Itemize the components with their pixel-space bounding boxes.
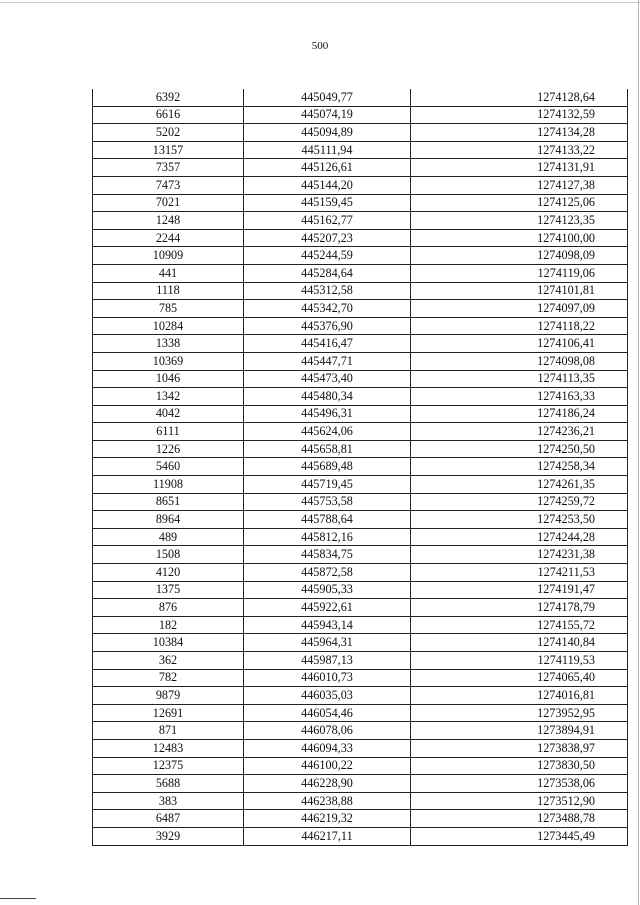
table-row (93, 229, 628, 247)
table-row (93, 827, 628, 845)
table-row (93, 458, 628, 476)
point-id-cell: 6392 (93, 89, 244, 106)
y-coordinate-cell: 1274253,50 (411, 511, 628, 529)
point-id-cell: 8651 (93, 493, 244, 511)
point-id-cell: 8964 (93, 511, 244, 529)
y-coordinate-cell: 1274133,22 (411, 141, 628, 159)
y-coordinate-cell: 1274016,81 (411, 687, 628, 705)
coordinates-table-body (93, 89, 628, 845)
table-row (93, 528, 628, 546)
x-coordinate-cell: 446054,46 (244, 704, 411, 722)
point-id-cell: 12691 (93, 704, 244, 722)
table-row (93, 352, 628, 370)
y-coordinate-cell: 1274065,40 (411, 669, 628, 687)
y-coordinate-cell: 1274211,53 (411, 564, 628, 582)
point-id-cell: 441 (93, 264, 244, 282)
table-row (93, 616, 628, 634)
point-id-cell: 5688 (93, 775, 244, 793)
point-id-cell: 362 (93, 652, 244, 670)
page-number: 500 (311, 40, 329, 52)
y-coordinate-cell: 1274236,21 (411, 423, 628, 441)
y-coordinate-cell: 1274125,06 (411, 194, 628, 212)
y-coordinate-cell: 1274258,34 (411, 458, 628, 476)
point-id-cell: 5202 (93, 124, 244, 142)
y-coordinate-cell: 1274155,72 (411, 616, 628, 634)
table-row (93, 194, 628, 212)
point-id-cell: 10909 (93, 247, 244, 265)
y-coordinate-cell: 1274113,35 (411, 370, 628, 388)
table-row (93, 264, 628, 282)
point-id-cell: 10284 (93, 317, 244, 335)
x-coordinate-cell: 445480,34 (244, 388, 411, 406)
x-coordinate-cell: 445922,61 (244, 599, 411, 617)
point-id-cell: 2244 (93, 229, 244, 247)
x-coordinate-cell: 446217,11 (244, 827, 411, 845)
table-row (93, 546, 628, 564)
point-id-cell: 3929 (93, 827, 244, 845)
page-bottom-mark (0, 898, 36, 899)
table-row (93, 300, 628, 318)
table-row (93, 247, 628, 265)
y-coordinate-cell: 1273538,06 (411, 775, 628, 793)
y-coordinate-cell: 1273445,49 (411, 827, 628, 845)
point-id-cell: 9879 (93, 687, 244, 705)
x-coordinate-cell: 446100,22 (244, 757, 411, 775)
x-coordinate-cell: 445207,23 (244, 229, 411, 247)
table-row (93, 89, 628, 106)
point-id-cell: 12483 (93, 739, 244, 757)
point-id-cell: 1226 (93, 440, 244, 458)
x-coordinate-cell: 445788,64 (244, 511, 411, 529)
x-coordinate-cell: 445094,89 (244, 124, 411, 142)
x-coordinate-cell: 445244,59 (244, 247, 411, 265)
y-coordinate-cell: 1274118,22 (411, 317, 628, 335)
y-coordinate-cell: 1274101,81 (411, 282, 628, 300)
point-id-cell: 11908 (93, 476, 244, 494)
table-row (93, 599, 628, 617)
x-coordinate-cell: 445376,90 (244, 317, 411, 335)
x-coordinate-cell: 445658,81 (244, 440, 411, 458)
y-coordinate-cell: 1274097,09 (411, 300, 628, 318)
point-id-cell: 1338 (93, 335, 244, 353)
x-coordinate-cell: 445689,48 (244, 458, 411, 476)
table-row (93, 634, 628, 652)
table-row (93, 176, 628, 194)
y-coordinate-cell: 1273488,78 (411, 810, 628, 828)
y-coordinate-cell: 1274119,53 (411, 652, 628, 670)
table-row (93, 652, 628, 670)
x-coordinate-cell: 445834,75 (244, 546, 411, 564)
y-coordinate-cell: 1274134,28 (411, 124, 628, 142)
point-id-cell: 1342 (93, 388, 244, 406)
table-row (93, 722, 628, 740)
page-right-edge (638, 0, 639, 905)
point-id-cell: 182 (93, 616, 244, 634)
x-coordinate-cell: 446078,06 (244, 722, 411, 740)
x-coordinate-cell: 445473,40 (244, 370, 411, 388)
y-coordinate-cell: 1274191,47 (411, 581, 628, 599)
point-id-cell: 10384 (93, 634, 244, 652)
x-coordinate-cell: 445719,45 (244, 476, 411, 494)
y-coordinate-cell: 1274127,38 (411, 176, 628, 194)
table-row (93, 511, 628, 529)
table-row (93, 704, 628, 722)
x-coordinate-cell: 445111,94 (244, 141, 411, 159)
table-row (93, 423, 628, 441)
page-top-edge (0, 2, 640, 3)
point-id-cell: 6111 (93, 423, 244, 441)
table-row (93, 564, 628, 582)
table-row (93, 810, 628, 828)
table-row (93, 388, 628, 406)
y-coordinate-cell: 1273512,90 (411, 792, 628, 810)
point-id-cell: 1118 (93, 282, 244, 300)
table-row (93, 792, 628, 810)
x-coordinate-cell: 445812,16 (244, 528, 411, 546)
x-coordinate-cell: 446035,03 (244, 687, 411, 705)
x-coordinate-cell: 445943,14 (244, 616, 411, 634)
table-row (93, 370, 628, 388)
x-coordinate-cell: 445447,71 (244, 352, 411, 370)
point-id-cell: 12375 (93, 757, 244, 775)
table-row (93, 282, 628, 300)
table-row (93, 440, 628, 458)
table-row (93, 757, 628, 775)
x-coordinate-cell: 445624,06 (244, 423, 411, 441)
table-row (93, 669, 628, 687)
table-row (93, 739, 628, 757)
y-coordinate-cell: 1274261,35 (411, 476, 628, 494)
y-coordinate-cell: 1274098,09 (411, 247, 628, 265)
point-id-cell: 782 (93, 669, 244, 687)
table-row (93, 476, 628, 494)
x-coordinate-cell: 445159,45 (244, 194, 411, 212)
y-coordinate-cell: 1274250,50 (411, 440, 628, 458)
x-coordinate-cell: 445342,70 (244, 300, 411, 318)
x-coordinate-cell: 445905,33 (244, 581, 411, 599)
point-id-cell: 6487 (93, 810, 244, 828)
point-id-cell: 7357 (93, 159, 244, 177)
table-row (93, 335, 628, 353)
table-row (93, 405, 628, 423)
point-id-cell: 871 (93, 722, 244, 740)
x-coordinate-cell: 445987,13 (244, 652, 411, 670)
table-row (93, 141, 628, 159)
y-coordinate-cell: 1274106,41 (411, 335, 628, 353)
point-id-cell: 7473 (93, 176, 244, 194)
point-id-cell: 4042 (93, 405, 244, 423)
point-id-cell: 876 (93, 599, 244, 617)
y-coordinate-cell: 1274100,00 (411, 229, 628, 247)
x-coordinate-cell: 445496,31 (244, 405, 411, 423)
x-coordinate-cell: 446238,88 (244, 792, 411, 810)
x-coordinate-cell: 446010,73 (244, 669, 411, 687)
point-id-cell: 1248 (93, 212, 244, 230)
y-coordinate-cell: 1273838,97 (411, 739, 628, 757)
point-id-cell: 4120 (93, 564, 244, 582)
table-row (93, 124, 628, 142)
table-row (93, 159, 628, 177)
y-coordinate-cell: 1274178,79 (411, 599, 628, 617)
table-row (93, 106, 628, 124)
y-coordinate-cell: 1274132,59 (411, 106, 628, 124)
y-coordinate-cell: 1274123,35 (411, 212, 628, 230)
x-coordinate-cell: 445284,64 (244, 264, 411, 282)
coordinates-table (92, 89, 628, 846)
y-coordinate-cell: 1273830,50 (411, 757, 628, 775)
x-coordinate-cell: 445753,58 (244, 493, 411, 511)
point-id-cell: 1375 (93, 581, 244, 599)
x-coordinate-cell: 446094,33 (244, 739, 411, 757)
table-row (93, 317, 628, 335)
x-coordinate-cell: 445872,58 (244, 564, 411, 582)
y-coordinate-cell: 1274163,33 (411, 388, 628, 406)
x-coordinate-cell: 445312,58 (244, 282, 411, 300)
y-coordinate-cell: 1274119,06 (411, 264, 628, 282)
table-row (93, 212, 628, 230)
point-id-cell: 1508 (93, 546, 244, 564)
table-row (93, 775, 628, 793)
table-row (93, 687, 628, 705)
y-coordinate-cell: 1273894,91 (411, 722, 628, 740)
table-row (93, 581, 628, 599)
point-id-cell: 13157 (93, 141, 244, 159)
y-coordinate-cell: 1274231,38 (411, 546, 628, 564)
x-coordinate-cell: 445964,31 (244, 634, 411, 652)
x-coordinate-cell: 445416,47 (244, 335, 411, 353)
point-id-cell: 489 (93, 528, 244, 546)
x-coordinate-cell: 446228,90 (244, 775, 411, 793)
x-coordinate-cell: 445144,20 (244, 176, 411, 194)
point-id-cell: 785 (93, 300, 244, 318)
y-coordinate-cell: 1274128,64 (411, 89, 628, 106)
x-coordinate-cell: 445074,19 (244, 106, 411, 124)
point-id-cell: 6616 (93, 106, 244, 124)
y-coordinate-cell: 1274259,72 (411, 493, 628, 511)
point-id-cell: 5460 (93, 458, 244, 476)
y-coordinate-cell: 1274131,91 (411, 159, 628, 177)
y-coordinate-cell: 1274140,84 (411, 634, 628, 652)
y-coordinate-cell: 1273952,95 (411, 704, 628, 722)
x-coordinate-cell: 445049,77 (244, 89, 411, 106)
point-id-cell: 7021 (93, 194, 244, 212)
x-coordinate-cell: 446219,32 (244, 810, 411, 828)
y-coordinate-cell: 1274186,24 (411, 405, 628, 423)
point-id-cell: 1046 (93, 370, 244, 388)
y-coordinate-cell: 1274244,28 (411, 528, 628, 546)
y-coordinate-cell: 1274098,08 (411, 352, 628, 370)
point-id-cell: 10369 (93, 352, 244, 370)
point-id-cell: 383 (93, 792, 244, 810)
table-row (93, 493, 628, 511)
x-coordinate-cell: 445162,77 (244, 212, 411, 230)
x-coordinate-cell: 445126,61 (244, 159, 411, 177)
